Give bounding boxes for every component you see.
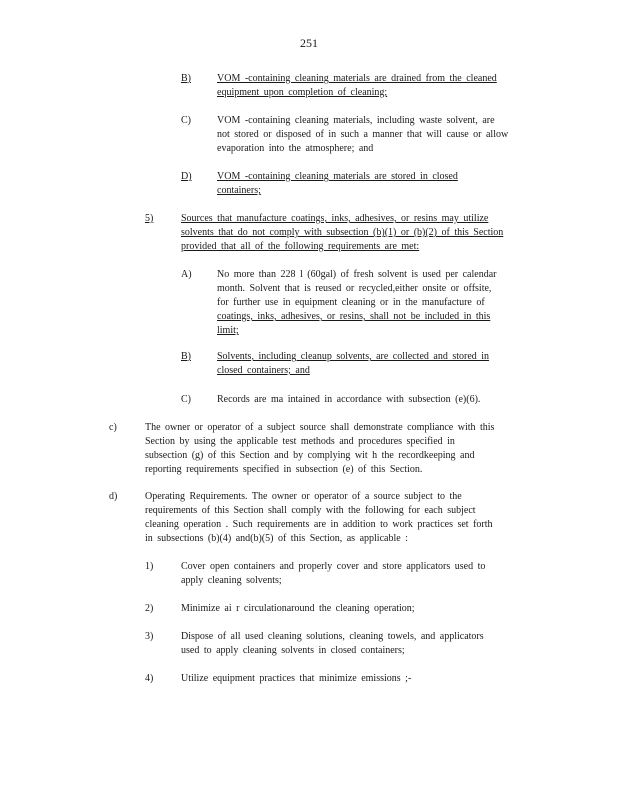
list-label: c) (109, 422, 117, 433)
list-item-text (217, 170, 458, 198)
text-line: subsection (g) of this Section and by complying wit h the recordkeeping and (145, 450, 475, 461)
text-line: Cover open containers and properly cover and store applicators used to (181, 561, 486, 572)
list-item-text (217, 393, 480, 407)
list-label: B) (181, 351, 191, 362)
text-line: Records are ma intained in accordance with subsection (e)(6). (217, 394, 481, 405)
text-line: No more than 228 l (60gal) of fresh solvent is used per calendar (217, 269, 497, 280)
list-label: 4) (145, 673, 154, 684)
list-item-text (145, 421, 494, 477)
text-line: coatings, inks, adhesives, or resins, shall not be included in this (217, 311, 491, 322)
list-label: D) (181, 171, 192, 182)
list-item-text (145, 490, 493, 546)
text-line: VOM -containing cleaning materials are stored in closed (217, 171, 458, 182)
page-number: 251 (300, 36, 318, 50)
list-item-text (181, 630, 484, 658)
list-item-text (181, 560, 485, 588)
list-item-text (217, 268, 496, 338)
text-line: for further use in equipment cleaning or in the manufacture of (217, 297, 485, 308)
text-line: The owner or operator of a subject source shall demonstrate compliance with this (145, 422, 495, 433)
text-line: VOM -containing cleaning materials, including waste solvent, are (217, 115, 495, 126)
text-line: used to apply cleaning solvents in closed containers; (181, 645, 405, 656)
text-line: equipment upon completion of cleaning; (217, 87, 388, 98)
text-line: cleaning operation . Such requirements are in addition to work practices set forth (145, 519, 493, 530)
list-item-text (217, 350, 489, 378)
list-item-text (181, 672, 411, 686)
text-line: Solvents, including cleanup solvents, are collected and stored in (217, 351, 490, 362)
text-line: Minimize ai r circulationaround the cleaning operation; (181, 603, 415, 614)
text-line: in subsections (b)(4) and(b)(5) of this Section, as applicable : (145, 533, 408, 544)
text-line: not stored or disposed of in such a manner that will cause or allow (217, 129, 509, 140)
list-item-text (181, 212, 503, 254)
text-line: requirements of this Section shall comply with the following for each subject (145, 505, 476, 516)
text-line: containers; (217, 185, 261, 196)
list-label: 5) (145, 213, 154, 224)
list-item-text (217, 72, 497, 100)
text-line: provided that all of the following requirements are met: (181, 241, 420, 252)
text-line: month. Solvent that is reused or recycled,either onsite or offsite, (217, 283, 492, 294)
text-line: reporting requirements specified in subsection (e) of this Section. (145, 464, 423, 475)
text-line: Dispose of all used cleaning solutions, cleaning towels, and applicators (181, 631, 484, 642)
list-label: A) (181, 269, 192, 280)
list-label: d) (109, 491, 118, 502)
list-label: 2) (145, 603, 154, 614)
text-line: Operating Requirements. The owner or operator of a source subject to the (145, 491, 462, 502)
list-label: C) (181, 394, 191, 405)
text-line: evaporation into the atmosphere; and (217, 143, 374, 154)
list-label: C) (181, 115, 191, 126)
list-label: 1) (145, 561, 154, 572)
text-line: limit; (217, 325, 239, 336)
list-label: 3) (145, 631, 154, 642)
list-item-text (217, 114, 508, 156)
text-line: Section by using the applicable test methods and procedures specified in (145, 436, 455, 447)
text-line: solvents that do not comply with subsection (b)(1) or (b)(2) of this Section (181, 227, 504, 238)
list-label: B) (181, 73, 191, 84)
text-line: VOM -containing cleaning materials are drained from the cleaned (217, 73, 497, 84)
list-item-text (181, 602, 415, 616)
text-line: apply cleaning solvents; (181, 575, 282, 586)
text-line: Sources that manufacture coatings, inks, adhesives, or resins may utilize (181, 213, 489, 224)
text-line: closed containers; and (217, 365, 310, 376)
text-line: Utilize equipment practices that minimize emissions ;- (181, 673, 412, 684)
